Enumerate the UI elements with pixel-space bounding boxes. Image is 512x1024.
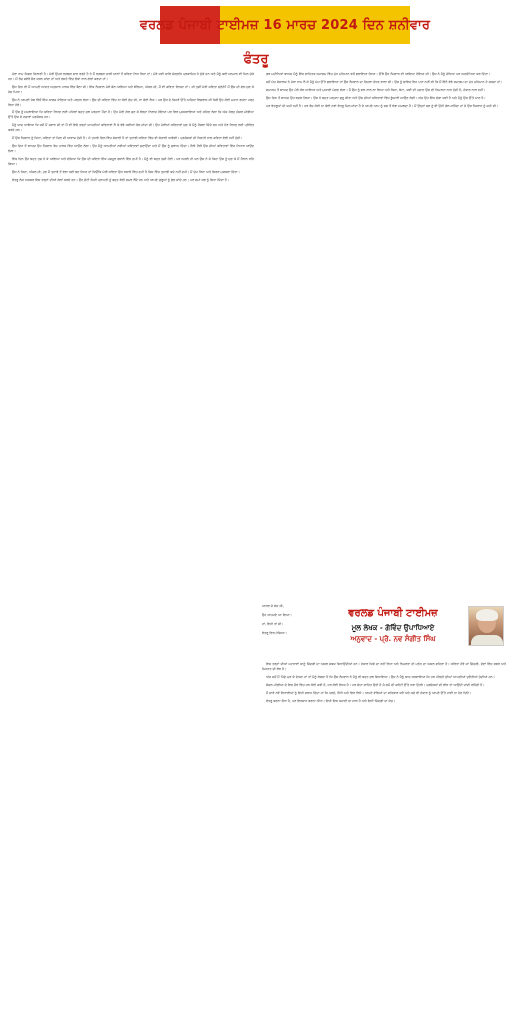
paragraph: ਉਸ ਦਿਨ ਤੋਂ ਬਾਅਦ ਉਹ ਬਦਲ ਗਿਆ। ਉਸ ਨੇ ਬਹੁਤ ਪੜ੍ਹਨਾ ਸ਼ੁਰੂ ਕੀਤਾ ਅਤੇ ਉਸ ਦੀਆਂ ਕਵਿਤਾਵਾਂ ਵਿੱਚ ਡੂੰਘਾਈ ਆਉਣ ਲੱਗੀ। ਅੱਜ ਉਹ ਇੱਕ ਚੰਗਾ ਕਵੀ ਹੈ ਅਤੇ ਮੈਨੂੰ ਉਸ ਉੱਤੇ ਮਾਣ ਹੈ। (266, 95, 486, 100)
byline-author: ਮੂਲ ਲੇਖਕ - ਗੋਵਿੰਦ ਉਪਾਧਿਆਏ (351, 624, 435, 632)
article-column-right (262, 72, 506, 597)
paragraph: ਜਦੋਂ ਮੰਚ ਸੰਚਾਲਕ ਨੇ ਮੇਰਾ ਨਾਮ ਲੈ ਕੇ ਮੈਨੂੰ ਮੰਚ ਉੱਤੇ ਬੁਲਾਇਆ ਤਾਂ ਉਸ ਨੌਜਵਾਨ ਦਾ ਚਿਹਰਾ ਦੇਖਣ ਵਾਲਾ ਸੀ। ਉਸ ਨੂੰ ਸ਼ਾਇਦ ਇਹ ਪਤਾ ਨਹੀਂ ਸੀ ਕਿ ਮੈਂ ਇੰਨੇ ਵੱਡੇ ਸਮਾਗਮ ਦਾ ਮੁੱਖ ਮਹਿਮਾਨ ਹੋ ਸਕਦਾ ਹਾਂ। (266, 79, 503, 84)
paragraph: ਮੈਂ ਉਸ ਨੌਜਵਾਨ ਨੂੰ ਕਿਹਾ, ਕਵਿਤਾ ਤਾਂ ਦਿਲ ਦੀ ਆਵਾਜ਼ ਹੁੰਦੀ ਹੈ। ਜੇ ਤੁਹਾਡੇ ਦਿਲ ਵਿੱਚ ਸੱਚਾਈ ਹੈ ਤਾਂ ਤੁਹਾਡੀ ਕਵਿਤਾ ਵਿੱਚ ਵੀ ਸੱਚਾਈ ਆਵੇਗੀ। ਪ੍ਰਸ਼ੰਸਕਾਂ ਦੀ ਗਿਣਤੀ ਨਾਲ ਕਵਿਤਾ ਵੱਡੀ ਨਹੀਂ ਹੁੰਦੀ। (12, 136, 243, 141)
verse-line: ਆਖ਼ਰ ਜੋ ਸੱਚ ਸੀ, (262, 604, 284, 608)
byline-brand: ਵਰਲਡ ਪੰਜਾਬੀ ਟਾਈਮਜ਼ (348, 608, 438, 619)
masthead-banner (139, 6, 431, 44)
paragraph: ਫੰਤਰੂ ਲੋਕ ਅਕਸਰ ਇਸ ਤਰ੍ਹਾਂ ਦੀਆਂ ਗੱਲਾਂ ਕਰਦੇ ਹਨ। ਉਹ ਛੋਟੀ ਜਿਹੀ ਪ੍ਰਾਪਤੀ ਨੂੰ ਬਹੁਤ ਵੱਡੀ ਸਮਝ ਲੈਂਦੇ ਹਨ ਅਤੇ ਆਪਣੇ ਗੁਰੂਆਂ ਨੂੰ ਭੁੱਲ ਜਾਂਦੇ ਹਨ। ਪਰ ਸਮਾਂ ਸਭ ਨੂੰ ਸਿਖਾ ਦਿੰਦਾ ਹੈ। (12, 177, 229, 182)
paragraph: ਉਸ ਨੇ ਆਪਣੀ ਜੇਬ ਵਿੱਚੋਂ ਇੱਕ ਕਾਗਜ਼ ਕੱਢਿਆ ਅਤੇ ਪੜ੍ਹਨ ਲੱਗਾ। ਉਸ ਦੀ ਕਵਿਤਾ ਵਿੱਚ ਨਾ ਕੋਈ ਛੰਦ ਸੀ, ਨਾ ਕੋਈ ਲੈਅ। ਪਰ ਉਸ ਦੇ ਚਿਹਰੇ ਉੱਤੇ ਅਜਿਹਾ ਵਿਸ਼ਵਾਸ ਸੀ ਜਿਵੇਂ ਉਹ ਕੋਈ ਮਹਾਨ ਰਚਨਾ ਪੜ੍ਹ ਰਿਹਾ ਹੋਵੇ। (8, 97, 254, 107)
author-photo (468, 606, 504, 646)
paragraph: ਪਰ ਫੰਤਰੂਆਂ ਦੀ ਕਮੀ ਨਹੀਂ ਹੈ। ਹਰ ਰੋਜ਼ ਕੋਈ ਨਾ ਕੋਈ ਨਵਾਂ ਫੰਤਰੂ ਮਿਲ ਜਾਂਦਾ ਹੈ ਜੋ ਆਪਣੇ ਆਪ ਨੂੰ ਸਭ ਤੋਂ ਵੱਡਾ ਸਮਝਦਾ ਹੈ। ਮੈਂ ਉਨ੍ਹਾਂ ਸਭ ਨੂੰ ਵੀ ਉਹੀ ਗੱਲ ਕਹਿੰਦਾ ਹਾਂ ਜੋ ਉਸ ਨੌਜਵਾਨ ਨੂੰ ਕਹੀ ਸੀ। (266, 103, 499, 108)
article-heading: ਫੰਤਰੂ (243, 52, 269, 67)
paragraph: ਮੈਨੂੰ ਯਾਦ ਆਇਆ ਕਿ ਜਦੋਂ ਮੈਂ ਜਵਾਨ ਸੀ ਤਾਂ ਮੈਂ ਵੀ ਇਸੇ ਤਰ੍ਹਾਂ ਆਪਣੀਆਂ ਕਵਿਤਾਵਾਂ ਲੈ ਕੇ ਵੱਡੇ ਕਵੀਆਂ ਕੋਲ ਜਾਂਦਾ ਸੀ। ਉਹ ਮੇਰੀਆਂ ਕਵਿਤਾਵਾਂ ਸੁਣ ਕੇ ਮੈਨੂੰ ਹੌਸਲਾ ਦਿੰਦੇ ਸਨ ਅਤੇ ਹੋਰ ਲਿਖਣ ਲਈ ਪ੍ਰੇਰਿਤ ਕਰਦੇ ਸਨ। (8, 123, 254, 133)
verse-lines (262, 602, 320, 638)
paragraph: ਮੈਂ ਉਸ ਨੂੰ ਸਮਝਾਇਆ ਕਿ ਕਵਿਤਾ ਲਿਖਣ ਲਈ ਪਹਿਲਾਂ ਬਹੁਤ ਕੁਝ ਪੜ੍ਹਨਾ ਪੈਂਦਾ ਹੈ। ਉਹ ਮੇਰੀ ਗੱਲ ਸੁਣ ਕੇ ਥੋੜ੍ਹਾ ਨਿਰਾਸ਼ ਹੋਇਆ ਪਰ ਫਿਰ ਮੁਸਕਰਾਇਆ ਅਤੇ ਕਹਿਣ ਲੱਗਾ ਕਿ ਅੱਜ ਕੱਲ੍ਹ ਸੋਸ਼ਲ ਮੀਡੀਆ ਉੱਤੇ ਉਸ ਦੇ ਹਜ਼ਾਰਾਂ ਪ੍ਰਸ਼ੰਸਕ ਹਨ। (8, 110, 254, 120)
paragraph: ਫੰਤਰੂ ਬਣਨਾ ਸੌਖਾ ਹੈ, ਪਰ ਇਨਸਾਨ ਬਣਨਾ ਔਖਾ। ਇਹੀ ਇਸ ਕਹਾਣੀ ਦਾ ਸਾਰ ਹੈ ਅਤੇ ਇਹੀ ਜ਼ਿੰਦਗੀ ਦਾ ਸੱਚ। (266, 698, 396, 703)
byline-box (322, 602, 506, 656)
paragraph: ਮੇਰਾ ਨਾਮ ਕਿਸ਼ਨ ਜਿਲਾਣੀ ਹੈ। ਮੇਰੀ ਉਮਰ ਲਗਭਗ ਸਾਠ ਵਰ੍ਹੇ ਹੈ ਤੇ ਮੈਂ ਲਗਭਗ ਚਾਲੀ ਸਾਲਾਂ ਤੋਂ ਕਵਿਤਾ ਲਿਖ ਰਿਹਾ ਹਾਂ। ਮੇਰੇ ਕਈ ਕਾਵਿ ਸੰਗ੍ਰਹਿ ਪ੍ਰਕਾਸ਼ਿਤ ਹੋ ਚੁੱਕੇ ਹਨ ਅਤੇ ਮੈਨੂੰ ਕਈ ਸਨਮਾਨ ਵੀ ਮਿਲ ਚੁੱਕੇ ਹਨ। ਮੈਂ ਰੋਜ਼ ਸਵੇਰੇ ਸੈਰ ਕਰਨ ਜਾਂਦਾ ਹਾਂ ਅਤੇ ਰਸਤੇ ਵਿੱਚ ਲੋਕਾਂ ਨਾਲ ਗੱਲਾਂ ਕਰਦਾ ਹਾਂ। (8, 72, 254, 81)
verse-line: ਉਹ ਸਾਹਮਣੇ ਆ ਗਿਆ। (262, 613, 292, 617)
paragraph: ਉਸ ਦਿਨ ਤੋਂ ਬਾਅਦ ਉਹ ਨੌਜਵਾਨ ਰੋਜ਼ ਪਾਰਕ ਵਿੱਚ ਆਉਣ ਲੱਗਾ। ਉਹ ਮੈਨੂੰ ਆਪਣੀਆਂ ਨਵੀਆਂ ਕਵਿਤਾਵਾਂ ਸੁਣਾਉਂਦਾ ਅਤੇ ਮੈਂ ਉਸ ਨੂੰ ਸੁਝਾਅ ਦਿੰਦਾ। ਹੌਲੀ ਹੌਲੀ ਉਸ ਦੀਆਂ ਕਵਿਤਾਵਾਂ ਵਿੱਚ ਨਿਖਾਰ ਆਉਣ ਲੱਗਾ। (8, 143, 254, 153)
paragraph: ਸੋਸ਼ਲ ਮੀਡੀਆ ਦੇ ਇਸ ਦੌਰ ਵਿੱਚ ਹਰ ਕੋਈ ਕਵੀ ਹੈ, ਹਰ ਕੋਈ ਲੇਖਕ ਹੈ। ਪਰ ਸੱਚਾ ਸਾਹਿਤ ਉਹੀ ਹੈ ਜੋ ਸਮੇਂ ਦੀ ਕਸੌਟੀ ਉੱਤੇ ਖਰਾ ਉਤਰੇ। ਪ੍ਰਸ਼ੰਸਕਾਂ ਦੀ ਭੀੜ ਤਾਂ ਆਉਂਦੀ ਜਾਂਦੀ ਰਹਿੰਦੀ ਹੈ। (266, 682, 485, 687)
verse-line: ਫੰਤਰੂ ਫਿਰ ਹੱਸਿਆ। (262, 631, 287, 635)
paragraph: ਉਸ ਦਿਨ ਵੀ ਮੈਂ ਆਪਣੀ ਆਦਤ ਅਨੁਸਾਰ ਪਾਰਕ ਵਿੱਚ ਬੈਠਾ ਸੀ। ਇੱਕ ਨੌਜਵਾਨ ਮੇਰੇ ਕੋਲ ਆਇਆ ਅਤੇ ਬੋਲਿਆ, ਅੰਕਲ ਜੀ, ਮੈਂ ਵੀ ਕਵਿਤਾ ਲਿਖਦਾ ਹਾਂ। ਕੀ ਤੁਸੀਂ ਮੇਰੀ ਕਵਿਤਾ ਸੁਣੋਗੇ? ਮੈਂ ਉਸ ਦੀ ਗੱਲ ਸੁਣ ਕੇ ਹੱਸ ਪਿਆ। (8, 84, 254, 94)
masthead-title: ਵਰਲਡ ਪੰਜਾਬੀ ਟਾਈਮਜ਼ 16 ਮਾਰਚ 2024 ਦਿਨ ਸ਼ਨੀਵਾਰ (139, 17, 431, 33)
article-column-right-lower (262, 662, 506, 1016)
paragraph: ਅੱਜ ਜਦੋਂ ਮੈਂ ਪਿੱਛੇ ਮੁੜ ਕੇ ਦੇਖਦਾ ਹਾਂ ਤਾਂ ਮੈਨੂੰ ਲੱਗਦਾ ਹੈ ਕਿ ਉਸ ਨੌਜਵਾਨ ਨੇ ਮੈਨੂੰ ਵੀ ਬਹੁਤ ਕੁਝ ਸਿਖਾਇਆ। ਉਸ ਨੇ ਮੈਨੂੰ ਯਾਦ ਕਰਵਾਇਆ ਕਿ ਹਰ ਪੀੜ੍ਹੀ ਦੀਆਂ ਆਪਣੀਆਂ ਚੁਣੌਤੀਆਂ ਹੁੰਦੀਆਂ ਹਨ। (266, 674, 495, 679)
paragraph: ਇੱਕ ਦਿਨ ਉਹ ਬਹੁਤ ਖੁਸ਼ ਹੋ ਕੇ ਆਇਆ ਅਤੇ ਦੱਸਿਆ ਕਿ ਉਸ ਦੀ ਕਵਿਤਾ ਇੱਕ ਮਸ਼ਹੂਰ ਰਸਾਲੇ ਵਿੱਚ ਛਪੀ ਹੈ। ਮੈਨੂੰ ਵੀ ਬਹੁਤ ਖੁਸ਼ੀ ਹੋਈ। ਪਰ ਅਗਲੇ ਹੀ ਪਲ ਉਸ ਨੇ ਜੋ ਕਿਹਾ ਉਸ ਨੂੰ ਸੁਣ ਕੇ ਮੈਂ ਹੈਰਾਨ ਰਹਿ ਗਿਆ। (8, 156, 254, 166)
verse-line: ਹਾਂ, ਇਹੀ ਤਾਂ ਸੀ। (262, 622, 284, 626)
paragraph: ਮੈਂ ਸਾਰੇ ਨਵੇਂ ਲਿਖਾਰੀਆਂ ਨੂੰ ਇਹੀ ਸਲਾਹ ਦਿੰਦਾ ਹਾਂ ਕਿ ਪੜ੍ਹੋ, ਸਿੱਖੋ ਅਤੇ ਫਿਰ ਲਿਖੋ। ਆਪਣੇ ਵੱਡਿਆਂ ਦਾ ਸਤਿਕਾਰ ਕਰੋ ਅਤੇ ਕਦੇ ਵੀ ਹੰਕਾਰ ਨੂੰ ਆਪਣੇ ਉੱਤੇ ਹਾਵੀ ਨਾ ਹੋਣ ਦਿਓ। (266, 690, 472, 695)
paragraph: ਕੁਝ ਮਹੀਨਿਆਂ ਬਾਅਦ ਮੈਨੂੰ ਇੱਕ ਸਾਹਿਤਕ ਸਮਾਗਮ ਵਿੱਚ ਮੁੱਖ ਮਹਿਮਾਨ ਵਜੋਂ ਬੁਲਾਇਆ ਗਿਆ। ਉੱਥੇ ਉਹ ਨੌਜਵਾਨ ਵੀ ਆਇਆ ਹੋਇਆ ਸੀ। ਉਸ ਨੇ ਮੈਨੂੰ ਦੇਖਿਆ ਪਰ ਅਣਦੇਖਿਆ ਕਰ ਦਿੱਤਾ। (266, 72, 491, 76)
byline-translator: ਅਨੁਵਾਦ - ਪ੍ਰੋ. ਨਵ ਸੰਗੀਤ ਸਿੰਘ (350, 635, 436, 643)
paragraph: ਉਸ ਨੇ ਕਿਹਾ, ਅੰਕਲ ਜੀ, ਹੁਣ ਮੈਂ ਤੁਹਾਡੇ ਤੋਂ ਵੱਡਾ ਕਵੀ ਬਣ ਗਿਆ ਹਾਂ ਕਿਉਂਕਿ ਮੇਰੀ ਕਵਿਤਾ ਉਸ ਰਸਾਲੇ ਵਿੱਚ ਛਪੀ ਹੈ ਜਿਸ ਵਿੱਚ ਤੁਹਾਡੀ ਕਦੇ ਨਹੀਂ ਛਪੀ। ਮੈਂ ਚੁੱਪ ਰਿਹਾ ਅਤੇ ਸਿਰਫ਼ ਮੁਸਕਰਾ ਦਿੱਤਾ। (12, 169, 240, 174)
article-column-left (8, 72, 254, 1016)
paragraph: ਸਮਾਗਮ ਤੋਂ ਬਾਅਦ ਉਹ ਮੇਰੇ ਕੋਲ ਆਇਆ ਅਤੇ ਮੁਆਫ਼ੀ ਮੰਗਣ ਲੱਗਾ। ਮੈਂ ਉਸ ਨੂੰ ਗਲ ਨਾਲ ਲਾ ਲਿਆ ਅਤੇ ਕਿਹਾ, ਬੇਟਾ, ਕਵੀ ਦੀ ਪਛਾਣ ਉਸ ਦੀ ਨਿਮਰਤਾ ਨਾਲ ਹੁੰਦੀ ਹੈ, ਹੰਕਾਰ ਨਾਲ ਨਹੀਂ। (266, 87, 486, 92)
paragraph: ਇਸ ਤਰ੍ਹਾਂ ਦੀਆਂ ਘਟਨਾਵਾਂ ਸਾਨੂੰ ਜ਼ਿੰਦਗੀ ਦਾ ਅਸਲ ਸਬਕ ਸਿਖਾਉਂਦੀਆਂ ਹਨ। ਹੰਕਾਰ ਕਿਸੇ ਦਾ ਨਹੀਂ ਰਿਹਾ ਅਤੇ ਨਿਮਰਤਾ ਹੀ ਮਨੁੱਖ ਦਾ ਅਸਲ ਗਹਿਣਾ ਹੈ। ਕਵਿਤਾ ਹੋਵੇ ਜਾਂ ਜ਼ਿੰਦਗੀ, ਦੋਵਾਂ ਵਿੱਚ ਸਬਰ ਅਤੇ ਮਿਹਨਤ ਦੀ ਲੋੜ ਹੈ। (262, 662, 506, 671)
